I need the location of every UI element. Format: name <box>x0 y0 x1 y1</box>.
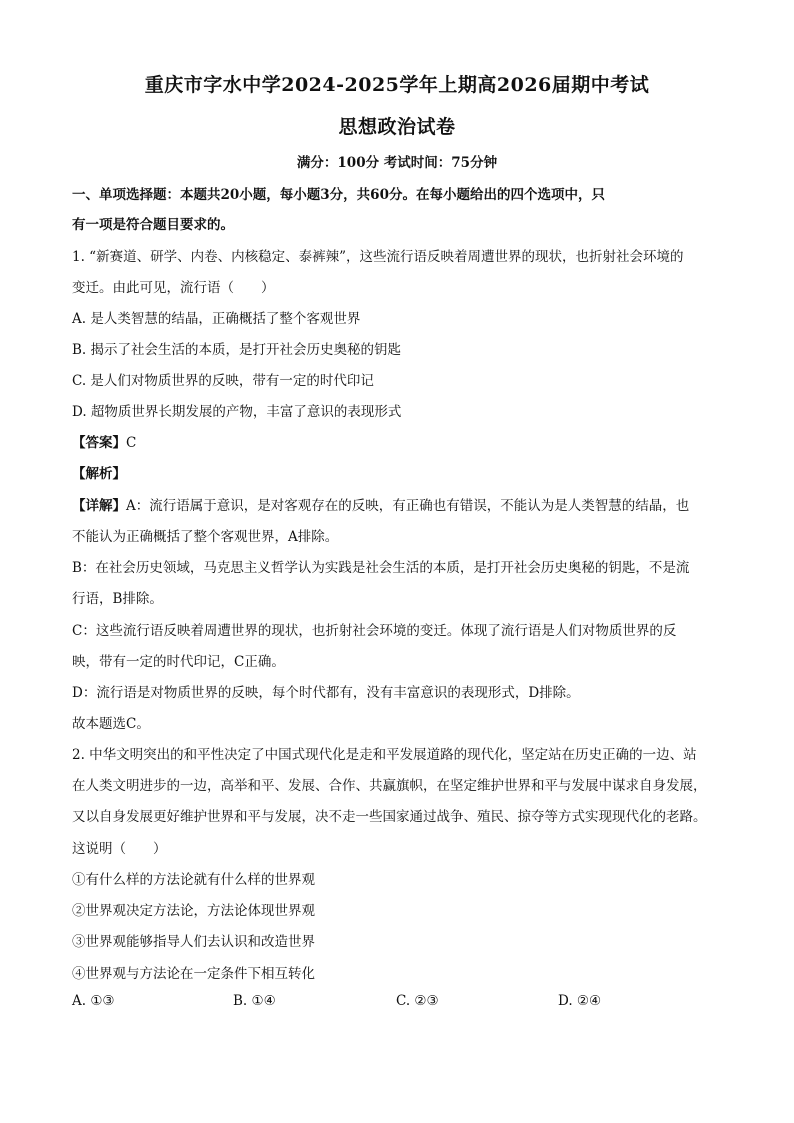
exam-meta: 满分：100分 考试时间：75分钟 <box>296 155 498 171</box>
q1-detail-line7: D：流行语是对物质世界的反映，每个时代都有，没有丰富意识的表现形式，D排除。 <box>72 685 580 701</box>
exam-subtitle: 思想政治试卷 <box>338 116 456 138</box>
q2-statement-1: ①有什么样的方法论就有什么样的世界观 <box>72 872 315 888</box>
q1-option-a: A. 是人类智慧的结晶，正确概括了整个客观世界 <box>72 311 361 327</box>
q2-option-d: D. ②④ <box>558 993 602 1009</box>
q2-option-b: B. ①④ <box>233 993 276 1009</box>
exam-title: 重庆市字水中学2024-2025学年上期高2026届期中考试 <box>144 74 650 96</box>
q2-stem-line3: 又以自身发展更好维护世界和平与发展，决不走一些国家通过战争、殖民、掠夺等方式实现现代化的老路。 <box>72 809 707 825</box>
q1-option-b: B. 揭示了社会生活的本质，是打开社会历史奥秘的钥匙 <box>72 342 402 358</box>
q2-stem-line2: 在人类文明进步的一边，高举和平、发展、合作、共赢旗帜，在坚定维护世界和平与发展中谋求自身发展， <box>72 778 707 794</box>
analysis-tag: 【解析】 <box>72 466 126 482</box>
q1-answer <box>72 431 136 451</box>
section-heading-line2: 有一项是符合题目要求的。 <box>72 217 234 233</box>
detail-tag: 【详解】 <box>72 498 126 514</box>
q1-option-c: C. 是人们对物质世界的反映，带有一定的时代印记 <box>72 373 374 389</box>
q1-detail-line3: B：在社会历史领域，马克思主义哲学认为实践是社会生活的本质，是打开社会历史奥秘的钥匙，不是流 <box>72 560 690 576</box>
q2-statement-4: ④世界观与方法论在一定条件下相互转化 <box>72 966 315 982</box>
q1-detail-line5: C：这些流行语反映着周遭世界的现状，也折射社会环境的变迁。体现了流行语是人们对物质世界的反 <box>72 623 677 639</box>
q2-stem-line4: 这说明（ ） <box>72 841 167 857</box>
q1-stem-line2: 变迁。由此可见，流行语（ ） <box>72 280 275 296</box>
q2-option-c: C. ②③ <box>396 993 439 1009</box>
q1-detail-line4: 行语，B排除。 <box>72 591 163 607</box>
q1-stem-line1: 1. “新赛道、研学、内卷、内核稳定、泰裤辣”，这些流行语反映着周遭世界的现状，也折射社会环境的 <box>72 249 684 265</box>
q2-statement-3: ③世界观能够指导人们去认识和改造世界 <box>72 934 315 950</box>
q1-detail-line1 <box>72 494 689 514</box>
section-heading-line1: 一、单项选择题：本题共20小题，每小题3分，共60分。在每小题给出的四个选项中，只 <box>72 187 605 203</box>
q1-detail-line6: 映，带有一定的时代印记，C正确。 <box>72 654 285 670</box>
q2-stem-line1: 2. 中华文明突出的和平性决定了中国式现代化是走和平发展道路的现代化，坚定站在历史正确的一边、站 <box>72 747 697 763</box>
q2-option-a: A. ①③ <box>72 993 115 1009</box>
answer-value: C <box>126 435 137 451</box>
q1-option-d: D. 超物质世界长期发展的产物，丰富了意识的表现形式 <box>72 404 402 420</box>
q1-conclusion: 故本题选C。 <box>72 716 150 732</box>
q1-detail-line2: 不能认为正确概括了整个客观世界，A排除。 <box>72 529 339 545</box>
answer-tag: 【答案】 <box>72 435 126 451</box>
q2-statement-2: ②世界观决定方法论，方法论体现世界观 <box>72 903 315 919</box>
q1-analysis-tag <box>72 462 126 482</box>
detail-text: A：流行语属于意识，是对客观存在的反映，有正确也有错误，不能认为是人类智慧的结晶，也 <box>126 498 690 514</box>
